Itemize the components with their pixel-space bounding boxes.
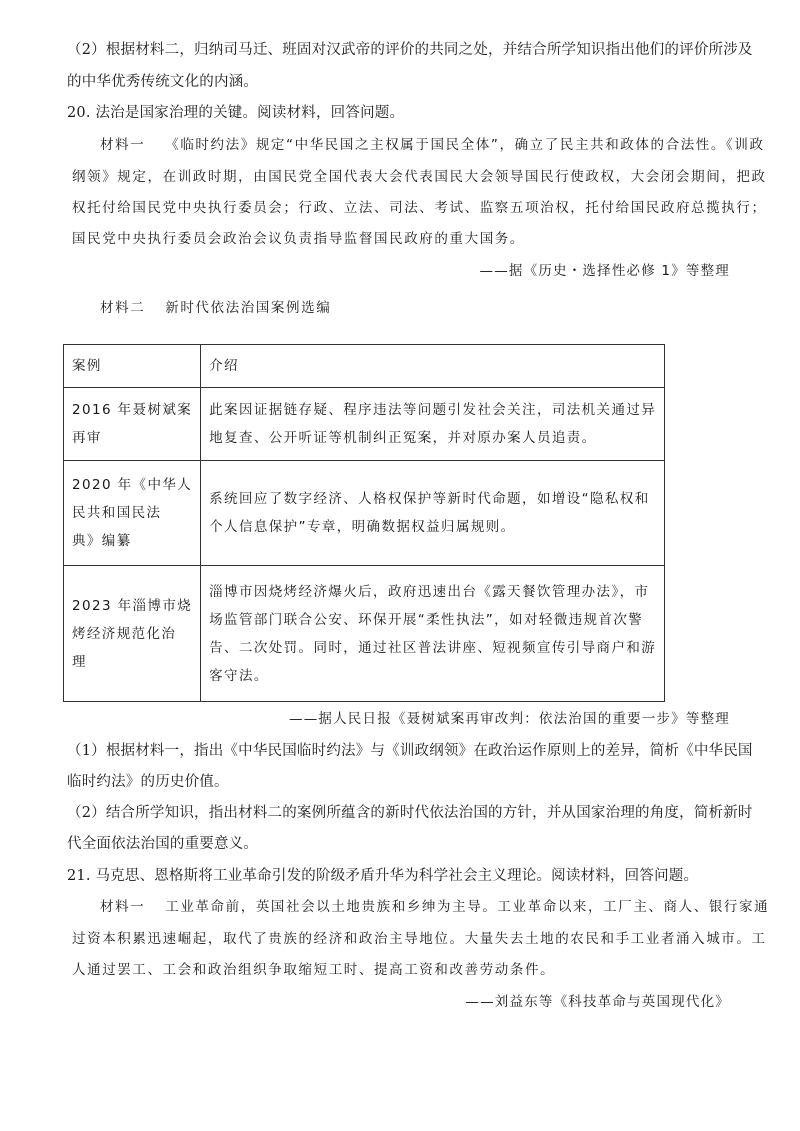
- q20-question2-line2: 代全面依法治国的重要意义。: [67, 836, 259, 852]
- intro-line: 淄博市因烧烤经济爆火后，政府迅速出台《露天餐饮管理办法》，市: [209, 583, 650, 600]
- q20-material1-label: 材料一: [100, 137, 146, 153]
- intro-line: 场监管部门联合公安、环保开展“柔性执法”，如对轻微违规首次警: [209, 611, 644, 628]
- table-row: [64, 388, 665, 461]
- case-line: 再审: [72, 430, 102, 446]
- intro-line: 地复查、公开听证等机制纠正冤案，并对原办案人员追责。: [209, 430, 597, 446]
- q21-title: 21. 马克思、恩格斯将工业革命引发的阶级矛盾升华为科学社会主义理论。阅读材料，回答问题。: [67, 868, 699, 884]
- q20-material1-line3: 权托付给国民党中央执行委员会；行政、立法、司法、考试、监察五项治权，托付给国民政府总揽执行；: [72, 200, 767, 216]
- q20-question1-line1: （1）根据材料一，指出《中华民国临时约法》与《训政纲领》在政治运作原则上的差异，简析《中华民国: [67, 743, 753, 759]
- table-cell-case: [64, 566, 201, 702]
- table-row: [64, 461, 665, 566]
- table-cell-case: [64, 461, 201, 566]
- q21-material1-line2: 过资本积累迅速崛起，取代了贵族的经济和政治主导地位。大量失去土地的农民和手工业者涌入城市。工: [72, 931, 767, 947]
- q21-material1-label: 材料一: [100, 899, 146, 915]
- q20-material1-source: ——据《历史・选择性必修 1》等整理: [479, 263, 730, 279]
- q20-material1-line4: 国民党中央执行委员会政治会议负责指导监督国民政府的重大国务。: [72, 231, 525, 247]
- case-line: 2020 年《中华人: [72, 477, 193, 493]
- q20-material2-heading: [100, 298, 732, 318]
- q20-material2-source: ——据人民日报《聂树斌案再审改判：依法治国的重要一步》等整理: [289, 711, 730, 727]
- intro-line: 系统回应了数字经济、人格权保护等新时代命题，如增设“隐私权和: [209, 491, 650, 507]
- case-line: 2023 年淄博市烧: [72, 597, 193, 614]
- q21-material1-source: ——刘益东等《科技革命与英国现代化》: [465, 994, 730, 1010]
- q20-question2-line1: （2）结合所学知识，指出材料二的案例所蕴含的新时代依法治国的方针，并从国家治理的角度，简析新时: [67, 805, 753, 821]
- case-line: 烤经济规范化治: [72, 625, 177, 642]
- q20-question1-line2: 临时约法》的历史价值。: [67, 774, 229, 790]
- table-cell-intro: [201, 566, 665, 702]
- intro-line: 个人信息保护”专章，明确数据权益归属规则。: [209, 519, 516, 535]
- case-line: 典》编纂: [72, 533, 132, 549]
- table-cell-intro: [201, 461, 665, 566]
- intro-line: 客守法。: [209, 667, 269, 684]
- q20-material2-title: 新时代依法治国案例选编: [165, 300, 332, 316]
- table-cell-case: [64, 388, 201, 461]
- case-line: 理: [72, 653, 87, 670]
- q19-part2-line1: （2）根据材料二，归纳司马迁、班固对汉武帝的评价的共同之处，并结合所学知识指出他们的评价所涉及: [67, 42, 753, 58]
- table-header-row: [64, 345, 665, 388]
- q21-material1-line1: [100, 897, 770, 917]
- table-header-intro: 介绍: [201, 345, 665, 388]
- q20-title: 20. 法治是国家治理的关键。阅读材料，回答问题。: [67, 105, 405, 121]
- case-line: 2016 年聂树斌案: [72, 402, 193, 418]
- q21-material1-line3: 人通过罢工、工会和政治组织争取缩短工时、提高工资和改善劳动条件。: [72, 962, 556, 978]
- table-row: [64, 566, 665, 702]
- intro-line: 告、二次处罚。同时，通过社区普法讲座、短视频宣传引导商户和游: [209, 639, 657, 656]
- table-cell-intro: [201, 388, 665, 461]
- table-header-case: 案例: [64, 345, 201, 388]
- q20-material1-text: 《临时约法》规定“中华民国之主权属于国民全体”，确立了民主共和政体的合法性。《训政: [165, 137, 765, 153]
- case-table: [63, 344, 665, 702]
- q20-material2-label: 材料二: [100, 300, 146, 316]
- q21-material1-text: 工业革命前，英国社会以土地贵族和乡绅为主导。工业革命以来，工厂主、商人、银行家通: [165, 899, 770, 915]
- case-line: 民共和国民法: [72, 505, 162, 521]
- q19-part2-line2: 的中华优秀传统文化的内涵。: [67, 74, 259, 90]
- q20-material1-line1: [100, 135, 765, 155]
- intro-line: 此案因证据链存疑、程序违法等问题引发社会关注，司法机关通过异: [209, 402, 657, 418]
- q20-material1-line2: 纲领》规定，在训政时期，由国民党全国代表大会代表国民大会领导国民行使政权，大会闭会期间，把政: [72, 169, 767, 185]
